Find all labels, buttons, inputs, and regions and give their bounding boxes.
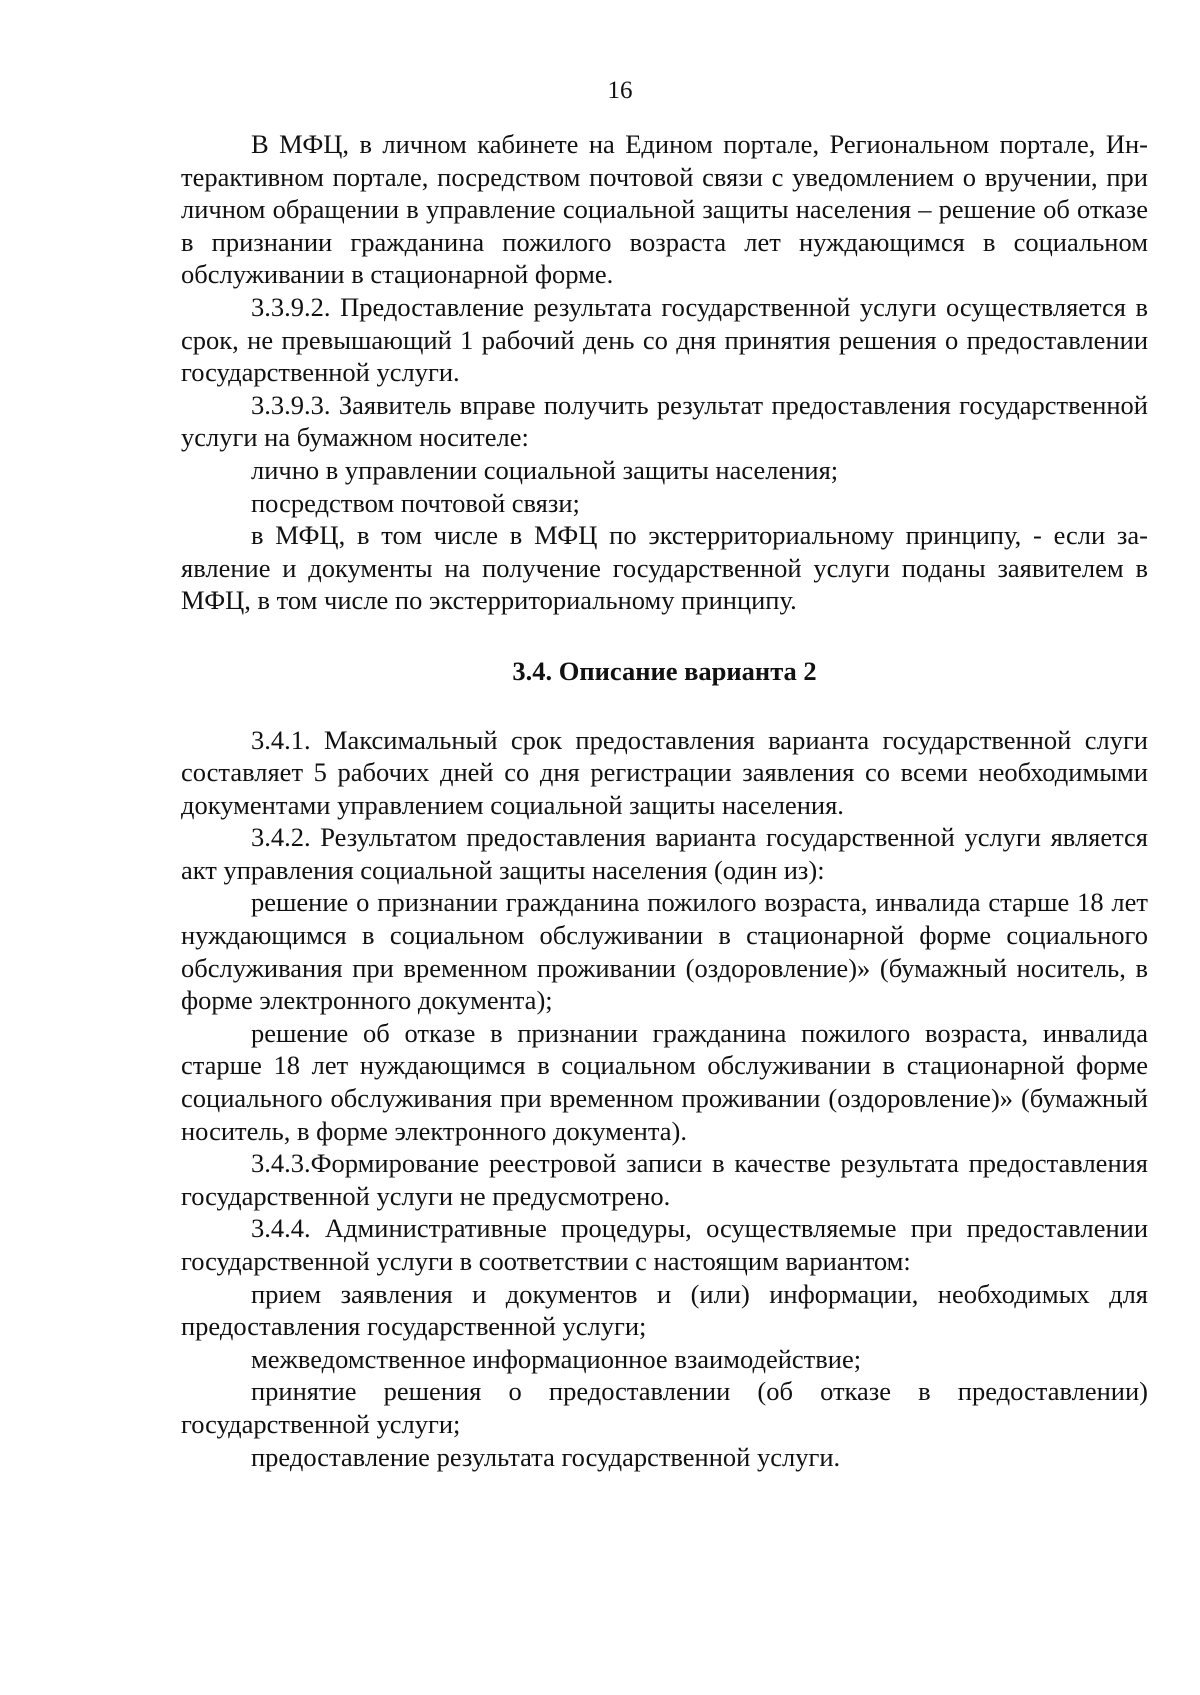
- page-number: 16: [607, 77, 633, 104]
- list-item-decision-refuse: решение об отказе в признании гражданина пожилого возраста, инвалида старше 18 лет нуждающимся в социальном обслуживании в стационарной форме социального обслуживания при временном проживании (оздоровление)» (бумажный носитель, в форме электронного документа).: [181, 1017, 1148, 1146]
- list-item-in-person: лично в управлении социальной защиты населения;: [251, 454, 839, 485]
- list-item-result: предоставление результата государственной услуги.: [251, 1441, 841, 1472]
- paragraph-3-4-1: 3.4.1. Максимальный срок предоставления варианта государственной слуги составляет 5 рабочих дней со дня регистрации заявления со всеми необходимыми документами управлением социальной защиты населения.: [181, 724, 1148, 820]
- spacer: [181, 617, 1148, 655]
- spacer: [181, 688, 1148, 724]
- document-body: [181, 128, 1148, 1473]
- list-item-decision-grant: решение о признании гражданина пожилого возраста, инвалида старше 18 лет нуждающимся в социальном обслуживании в стационарной форме социального обслуживания при временном проживании (оздоровление)» (бумажный носитель, в форме электронного документа);: [181, 887, 1148, 1016]
- list-item-interagency: межведомственное информационное взаимодействие;: [251, 1343, 862, 1374]
- section-heading: 3.4. Описание варианта 2: [512, 655, 817, 686]
- paragraph-3-3-9-2: 3.3.9.2. Предоставление результата государственной услуги осуществляется в срок, не превышающий 1 рабочий день со дня принятия решения о предоставлении государственной услуги.: [181, 291, 1148, 388]
- list-item-mfc: в МФЦ, в том числе в МФЦ по экстерриториальному принципу, - если заявление и документы на получение государственной услуги поданы заявителем в МФЦ, в том числе по экстерриториальному принципу.: [181, 520, 1148, 616]
- list-item-decision: принятие решения о предоставлении (об отказе в предоставлении) государственной услуги;: [181, 1376, 1148, 1439]
- list-item-by-post: посредством почтовой связи;: [251, 487, 580, 518]
- paragraph-3-4-2: 3.4.2. Результатом предоставления варианта государственной услуги является акт управления социальной защиты населения (один из):: [181, 822, 1148, 885]
- paragraph-3-3-9-3: 3.3.9.3. Заявитель вправе получить результат предоставления государственной услуги на бумажном носителе:: [181, 389, 1148, 453]
- paragraph-3-4-4: 3.4.4. Административные процедуры, осуществляемые при предоставлении государственной услуги в соответствии с настоящим вариантом:: [181, 1213, 1148, 1276]
- paragraph-mfc-delivery: В МФЦ, в личном кабинете на Едином портале, Региональном портале, Интерактивном портале, посредством почтовой связи с уведомлением о вручении, при личном обращении в управление социальной защиты населения – решение об отказе в признании гражданина пожилого возраста лет нуждающимся в социальном обслуживании в стационарной форме.: [181, 129, 1148, 290]
- paragraph-3-4-3: 3.4.3.Формирование реестровой записи в качестве результата предоставления государственной услуги не предусмотрено.: [181, 1148, 1148, 1211]
- list-item-reception: прием заявления и документов и (или) информации, необходимых для предоставления государственной услуги;: [181, 1278, 1148, 1342]
